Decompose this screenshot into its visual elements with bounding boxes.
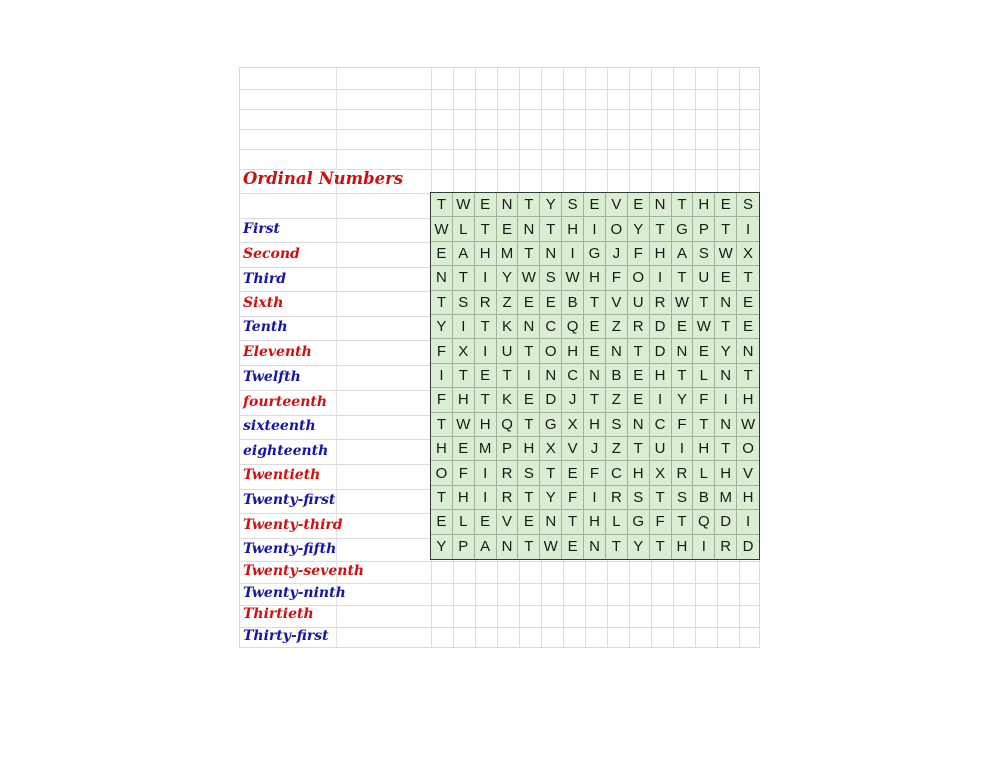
grid-letter-cell[interactable]: T — [672, 266, 694, 290]
grid-letter-cell[interactable]: D — [540, 388, 562, 412]
grid-letter-cell[interactable]: O — [606, 217, 628, 241]
grid-letter-cell[interactable]: S — [540, 266, 562, 290]
word-list-item: eighteenth — [243, 443, 329, 459]
grid-letter-cell[interactable]: H — [650, 242, 672, 266]
grid-letter-cell[interactable]: E — [584, 315, 606, 339]
grid-letter-cell[interactable]: W — [518, 266, 540, 290]
word-list-item: Twenty-ninth — [243, 585, 346, 601]
grid-letter-cell[interactable]: T — [453, 266, 475, 290]
grid-letter-cell[interactable]: U — [650, 437, 672, 461]
grid-letter-cell[interactable]: E — [628, 193, 650, 217]
grid-letter-cell[interactable]: E — [584, 193, 606, 217]
grid-letter-cell[interactable]: F — [650, 510, 672, 534]
grid-letter-cell[interactable]: T — [650, 217, 672, 241]
grid-letter-cell[interactable]: Z — [606, 315, 628, 339]
grid-letter-cell[interactable]: G — [628, 510, 650, 534]
grid-letter-cell[interactable]: W — [562, 266, 584, 290]
grid-letter-cell[interactable]: N — [628, 413, 650, 437]
grid-letter-cell[interactable]: N — [497, 535, 519, 559]
grid-letter-cell[interactable]: T — [715, 437, 737, 461]
grid-letter-cell[interactable]: H — [737, 388, 759, 412]
grid-letter-cell[interactable]: N — [715, 413, 737, 437]
grid-letter-cell[interactable]: F — [431, 339, 453, 363]
grid-letter-cell[interactable]: E — [584, 339, 606, 363]
grid-letter-cell[interactable]: H — [715, 461, 737, 485]
grid-letter-cell[interactable]: E — [431, 510, 453, 534]
grid-letter-cell[interactable]: H — [518, 437, 540, 461]
grid-letter-cell[interactable]: T — [628, 339, 650, 363]
grid-letter-cell[interactable]: E — [518, 291, 540, 315]
grid-letter-cell[interactable]: F — [562, 486, 584, 510]
word-list-item: Twenty-first — [243, 492, 336, 508]
grid-letter-cell[interactable]: W — [540, 535, 562, 559]
grid-letter-cell[interactable]: E — [628, 388, 650, 412]
grid-letter-cell[interactable]: H — [693, 437, 715, 461]
grid-letter-cell[interactable]: Y — [628, 217, 650, 241]
grid-letter-cell[interactable]: T — [672, 510, 694, 534]
word-list-item: Tenth — [243, 319, 288, 335]
grid-letter-cell[interactable]: F — [693, 388, 715, 412]
grid-letter-cell[interactable]: M — [475, 437, 497, 461]
grid-letter-cell[interactable]: Y — [540, 193, 562, 217]
grid-letter-cell[interactable]: H — [693, 193, 715, 217]
grid-letter-cell[interactable]: S — [518, 461, 540, 485]
grid-letter-cell[interactable]: A — [453, 242, 475, 266]
word-list-item: fourteenth — [243, 394, 328, 410]
grid-letter-cell[interactable]: I — [475, 461, 497, 485]
grid-letter-cell[interactable]: W — [737, 413, 759, 437]
grid-letter-cell[interactable]: W — [693, 315, 715, 339]
grid-letter-cell[interactable]: I — [475, 486, 497, 510]
grid-letter-cell[interactable]: T — [431, 193, 453, 217]
grid-letter-cell[interactable]: T — [584, 388, 606, 412]
grid-letter-cell[interactable]: I — [431, 364, 453, 388]
grid-letter-cell[interactable]: T — [562, 510, 584, 534]
grid-letter-cell[interactable]: H — [737, 486, 759, 510]
grid-letter-cell[interactable]: X — [540, 437, 562, 461]
grid-letter-cell[interactable]: H — [628, 461, 650, 485]
grid-letter-cell[interactable]: Z — [606, 437, 628, 461]
grid-letter-cell[interactable]: A — [672, 242, 694, 266]
grid-letter-cell[interactable]: N — [540, 364, 562, 388]
grid-letter-cell[interactable]: U — [693, 266, 715, 290]
grid-letter-cell[interactable]: E — [475, 510, 497, 534]
sheet-row-line — [240, 605, 759, 606]
grid-letter-cell[interactable]: S — [628, 486, 650, 510]
grid-letter-cell[interactable]: O — [628, 266, 650, 290]
grid-letter-cell[interactable]: R — [497, 486, 519, 510]
grid-letter-cell[interactable]: C — [562, 364, 584, 388]
grid-letter-cell[interactable]: I — [518, 364, 540, 388]
sheet-row-line — [240, 583, 759, 584]
word-list-item: Third — [243, 271, 287, 287]
word-list-item: Eleventh — [243, 344, 312, 360]
grid-letter-cell[interactable]: L — [693, 461, 715, 485]
grid-letter-cell[interactable]: B — [562, 291, 584, 315]
grid-letter-cell[interactable]: L — [453, 217, 475, 241]
grid-letter-cell[interactable]: I — [650, 266, 672, 290]
grid-letter-cell[interactable]: C — [606, 461, 628, 485]
grid-letter-cell[interactable]: T — [737, 364, 759, 388]
grid-letter-cell[interactable]: E — [518, 388, 540, 412]
grid-letter-cell[interactable]: I — [693, 535, 715, 559]
grid-letter-cell[interactable]: N — [650, 193, 672, 217]
grid-letter-cell[interactable]: D — [742, 538, 754, 556]
grid-letter-cell[interactable]: I — [584, 217, 606, 241]
grid-letter-cell[interactable]: N — [606, 339, 628, 363]
grid-letter-cell[interactable]: C — [650, 413, 672, 437]
grid-letter-cell[interactable]: Y — [497, 266, 519, 290]
grid-letter-cell[interactable]: C — [540, 315, 562, 339]
grid-letter-cell[interactable]: F — [672, 413, 694, 437]
grid-letter-cell[interactable]: E — [628, 364, 650, 388]
grid-letter-cell[interactable]: N — [672, 339, 694, 363]
word-list-item: Second — [243, 246, 300, 262]
word-list-item: Twentieth — [243, 467, 321, 483]
grid-letter-cell[interactable]: T — [518, 535, 540, 559]
grid-letter-cell[interactable]: E — [715, 266, 737, 290]
grid-letter-cell[interactable]: D — [650, 339, 672, 363]
grid-letter-cell[interactable]: X — [453, 339, 475, 363]
grid-letter-cell[interactable]: T — [540, 217, 562, 241]
grid-letter-cell[interactable]: T — [518, 339, 540, 363]
grid-letter-cell[interactable]: T — [431, 291, 453, 315]
grid-letter-cell[interactable]: T — [650, 535, 672, 559]
grid-letter-cell[interactable]: M — [497, 242, 519, 266]
grid-letter-cell[interactable]: N — [584, 364, 606, 388]
grid-letter-cell[interactable]: R — [715, 535, 737, 559]
grid-letter-cell[interactable]: E — [737, 291, 759, 315]
grid-letter-cell[interactable]: Y — [672, 388, 694, 412]
grid-letter-cell[interactable]: E — [475, 364, 497, 388]
grid-letter-cell[interactable]: N — [497, 193, 519, 217]
grid-letter-cell[interactable]: Z — [497, 291, 519, 315]
grid-letter-cell[interactable]: K — [497, 315, 519, 339]
grid-letter-cell[interactable]: N — [715, 291, 737, 315]
grid-letter-cell[interactable]: V — [562, 437, 584, 461]
grid-letter-cell[interactable]: N — [431, 266, 453, 290]
grid-letter-cell[interactable]: T — [737, 266, 759, 290]
grid-letter-cell[interactable]: T — [431, 486, 453, 510]
grid-letter-cell[interactable]: Y — [715, 339, 737, 363]
grid-letter-cell[interactable]: Y — [431, 315, 453, 339]
sheet-row-line — [240, 149, 759, 150]
grid-letter-cell[interactable]: P — [453, 535, 475, 559]
grid-letter-cell[interactable]: I — [584, 486, 606, 510]
grid-letter-cell[interactable]: T — [431, 413, 453, 437]
grid-letter-cell[interactable]: G — [672, 217, 694, 241]
grid-letter-cell[interactable]: J — [584, 437, 606, 461]
grid-letter-cell[interactable]: T — [497, 364, 519, 388]
grid-letter-cell[interactable]: L — [693, 364, 715, 388]
grid-letter-cell[interactable]: V — [497, 510, 519, 534]
grid-letter-cell[interactable]: H — [562, 217, 584, 241]
grid-letter-cell[interactable]: M — [715, 486, 737, 510]
sheet-row-line — [240, 561, 759, 562]
grid-letter-cell[interactable]: N — [540, 510, 562, 534]
grid-letter-cell[interactable]: F — [584, 461, 606, 485]
grid-letter-cell[interactable]: N — [518, 217, 540, 241]
grid-letter-cell[interactable]: R — [475, 291, 497, 315]
grid-letter-cell[interactable]: H — [562, 339, 584, 363]
grid-letter-cell[interactable]: H — [584, 510, 606, 534]
grid-letter-cell[interactable]: T — [584, 291, 606, 315]
grid-letter-cell[interactable]: H — [584, 413, 606, 437]
word-search-grid — [430, 192, 760, 560]
grid-letter-cell[interactable]: N — [584, 535, 606, 559]
grid-letter-cell[interactable]: W — [715, 242, 737, 266]
grid-letter-cell[interactable]: Q — [497, 413, 519, 437]
grid-letter-cell[interactable]: H — [584, 266, 606, 290]
grid-letter-cell[interactable]: G — [540, 413, 562, 437]
grid-letter-cell[interactable]: T — [518, 242, 540, 266]
grid-letter-cell[interactable]: W — [453, 413, 475, 437]
grid-letter-cell[interactable]: I — [562, 242, 584, 266]
grid-letter-cell[interactable]: I — [737, 217, 759, 241]
grid-letter-cell[interactable]: R — [497, 461, 519, 485]
grid-letter-cell[interactable]: I — [453, 315, 475, 339]
grid-letter-cell[interactable]: S — [693, 242, 715, 266]
grid-letter-cell[interactable]: I — [475, 339, 497, 363]
grid-letter-cell[interactable]: U — [628, 291, 650, 315]
word-list-item: Twelfth — [243, 369, 301, 385]
grid-letter-cell[interactable]: R — [672, 461, 694, 485]
grid-letter-cell[interactable]: Q — [693, 510, 715, 534]
grid-letter-cell[interactable]: V — [606, 193, 628, 217]
grid-letter-cell[interactable]: R — [606, 486, 628, 510]
grid-letter-cell[interactable]: P — [693, 217, 715, 241]
grid-letter-cell[interactable]: T — [540, 461, 562, 485]
grid-letter-cell[interactable]: H — [672, 535, 694, 559]
grid-letter-cell[interactable]: T — [518, 193, 540, 217]
sheet-row-line — [240, 129, 759, 130]
grid-letter-cell[interactable]: Y — [431, 535, 453, 559]
grid-letter-cell[interactable]: Q — [562, 315, 584, 339]
grid-letter-cell[interactable]: S — [606, 413, 628, 437]
grid-letter-cell[interactable]: N — [518, 315, 540, 339]
word-list-item: First — [243, 221, 280, 237]
grid-letter-cell[interactable]: T — [672, 193, 694, 217]
page-title: Ordinal Numbers — [243, 169, 404, 188]
grid-letter-cell[interactable]: B — [606, 364, 628, 388]
grid-letter-cell[interactable]: F — [628, 242, 650, 266]
grid-letter-cell[interactable]: X — [650, 461, 672, 485]
grid-letter-cell[interactable]: E — [672, 315, 694, 339]
grid-letter-cell[interactable]: E — [453, 437, 475, 461]
grid-letter-cell[interactable]: V — [737, 461, 759, 485]
grid-letter-cell[interactable]: T — [606, 535, 628, 559]
grid-letter-cell[interactable]: T — [518, 413, 540, 437]
grid-letter-cell[interactable]: P — [497, 437, 519, 461]
grid-letter-cell[interactable]: I — [650, 388, 672, 412]
grid-letter-cell[interactable]: T — [715, 315, 737, 339]
word-list-item: Twenty-third — [243, 517, 343, 533]
grid-letter-cell[interactable]: H — [650, 364, 672, 388]
grid-letter-cell[interactable]: F — [606, 266, 628, 290]
grid-letter-cell[interactable]: N — [715, 364, 737, 388]
grid-letter-cell[interactable]: E — [737, 315, 759, 339]
grid-letter-cell[interactable]: J — [562, 388, 584, 412]
grid-letter-cell[interactable]: H — [453, 388, 475, 412]
word-list-item: sixteenth — [243, 418, 316, 434]
grid-letter-cell[interactable]: F — [453, 461, 475, 485]
grid-letter-cell[interactable]: E — [497, 217, 519, 241]
grid-letter-cell[interactable]: G — [584, 242, 606, 266]
grid-letter-cell[interactable]: E — [715, 193, 737, 217]
grid-letter-cell[interactable]: O — [737, 437, 759, 461]
grid-letter-cell[interactable]: Y — [540, 486, 562, 510]
grid-letter-cell[interactable]: D — [650, 315, 672, 339]
grid-letter-cell[interactable]: T — [715, 217, 737, 241]
grid-letter-cell[interactable]: E — [562, 461, 584, 485]
grid-letter-cell[interactable]: H — [431, 437, 453, 461]
grid-letter-cell[interactable]: I — [475, 266, 497, 290]
grid-letter-cell[interactable]: X — [562, 413, 584, 437]
grid-letter-cell[interactable]: T — [693, 413, 715, 437]
grid-letter-cell[interactable]: K — [497, 388, 519, 412]
grid-letter-cell[interactable]: X — [737, 242, 759, 266]
grid-letter-cell[interactable]: R — [650, 291, 672, 315]
grid-letter-cell[interactable]: W — [431, 217, 453, 241]
grid-letter-cell[interactable]: A — [475, 535, 497, 559]
grid-letter-cell[interactable]: E — [475, 193, 497, 217]
grid-letter-cell[interactable]: L — [606, 510, 628, 534]
grid-letter-cell[interactable]: T — [475, 315, 497, 339]
grid-letter-cell[interactable]: H — [475, 413, 497, 437]
grid-letter-cell[interactable]: S — [562, 193, 584, 217]
grid-letter-cell[interactable]: E — [562, 535, 584, 559]
grid-letter-cell[interactable]: E — [693, 339, 715, 363]
grid-letter-cell[interactable]: I — [715, 388, 737, 412]
grid-letter-cell[interactable]: U — [497, 339, 519, 363]
sheet-column-line — [336, 68, 337, 647]
grid-letter-cell[interactable]: B — [693, 486, 715, 510]
grid-letter-cell[interactable]: L — [453, 510, 475, 534]
grid-letter-cell[interactable]: J — [606, 242, 628, 266]
grid-letter-cell[interactable]: N — [737, 339, 759, 363]
grid-letter-cell[interactable]: T — [628, 437, 650, 461]
word-list-item: Thirty-first — [243, 628, 329, 644]
grid-letter-cell[interactable]: E — [431, 242, 453, 266]
word-list-item: Thirtieth — [243, 606, 314, 622]
grid-letter-cell[interactable]: Z — [606, 388, 628, 412]
grid-letter-cell[interactable]: O — [540, 339, 562, 363]
sheet-row-line — [240, 89, 759, 90]
grid-letter-cell[interactable]: H — [475, 242, 497, 266]
grid-letter-cell[interactable]: E — [540, 291, 562, 315]
grid-letter-cell[interactable]: H — [453, 486, 475, 510]
grid-letter-cell[interactable]: S — [672, 486, 694, 510]
grid-letter-cell[interactable]: S — [453, 291, 475, 315]
grid-letter-cell[interactable]: N — [540, 242, 562, 266]
grid-letter-cell[interactable]: T — [650, 486, 672, 510]
grid-letter-cell[interactable]: W — [672, 291, 694, 315]
grid-letter-cell[interactable]: T — [453, 364, 475, 388]
grid-letter-cell[interactable]: E — [518, 510, 540, 534]
word-list-item: Twenty-fifth — [243, 541, 337, 557]
grid-letter-cell[interactable]: R — [628, 315, 650, 339]
grid-letter-cell[interactable]: T — [672, 364, 694, 388]
grid-letter-cell[interactable]: T — [518, 486, 540, 510]
grid-letter-cell[interactable]: V — [606, 291, 628, 315]
sheet-row-line — [240, 109, 759, 110]
grid-letter-cell[interactable]: Y — [628, 535, 650, 559]
grid-letter-cell[interactable]: W — [453, 193, 475, 217]
grid-letter-cell[interactable]: I — [672, 437, 694, 461]
word-list-item: Sixth — [243, 295, 284, 311]
grid-letter-cell[interactable]: T — [475, 388, 497, 412]
word-list-item: Twenty-seventh — [243, 563, 365, 579]
grid-letter-cell[interactable]: T — [475, 217, 497, 241]
grid-letter-cell[interactable]: T — [693, 291, 715, 315]
grid-letter-cell[interactable]: O — [431, 461, 453, 485]
grid-letter-cell[interactable]: F — [431, 388, 453, 412]
grid-letter-cell[interactable]: I — [737, 510, 759, 534]
grid-letter-cell[interactable]: S — [737, 193, 759, 217]
grid-letter-cell[interactable]: D — [715, 510, 737, 534]
